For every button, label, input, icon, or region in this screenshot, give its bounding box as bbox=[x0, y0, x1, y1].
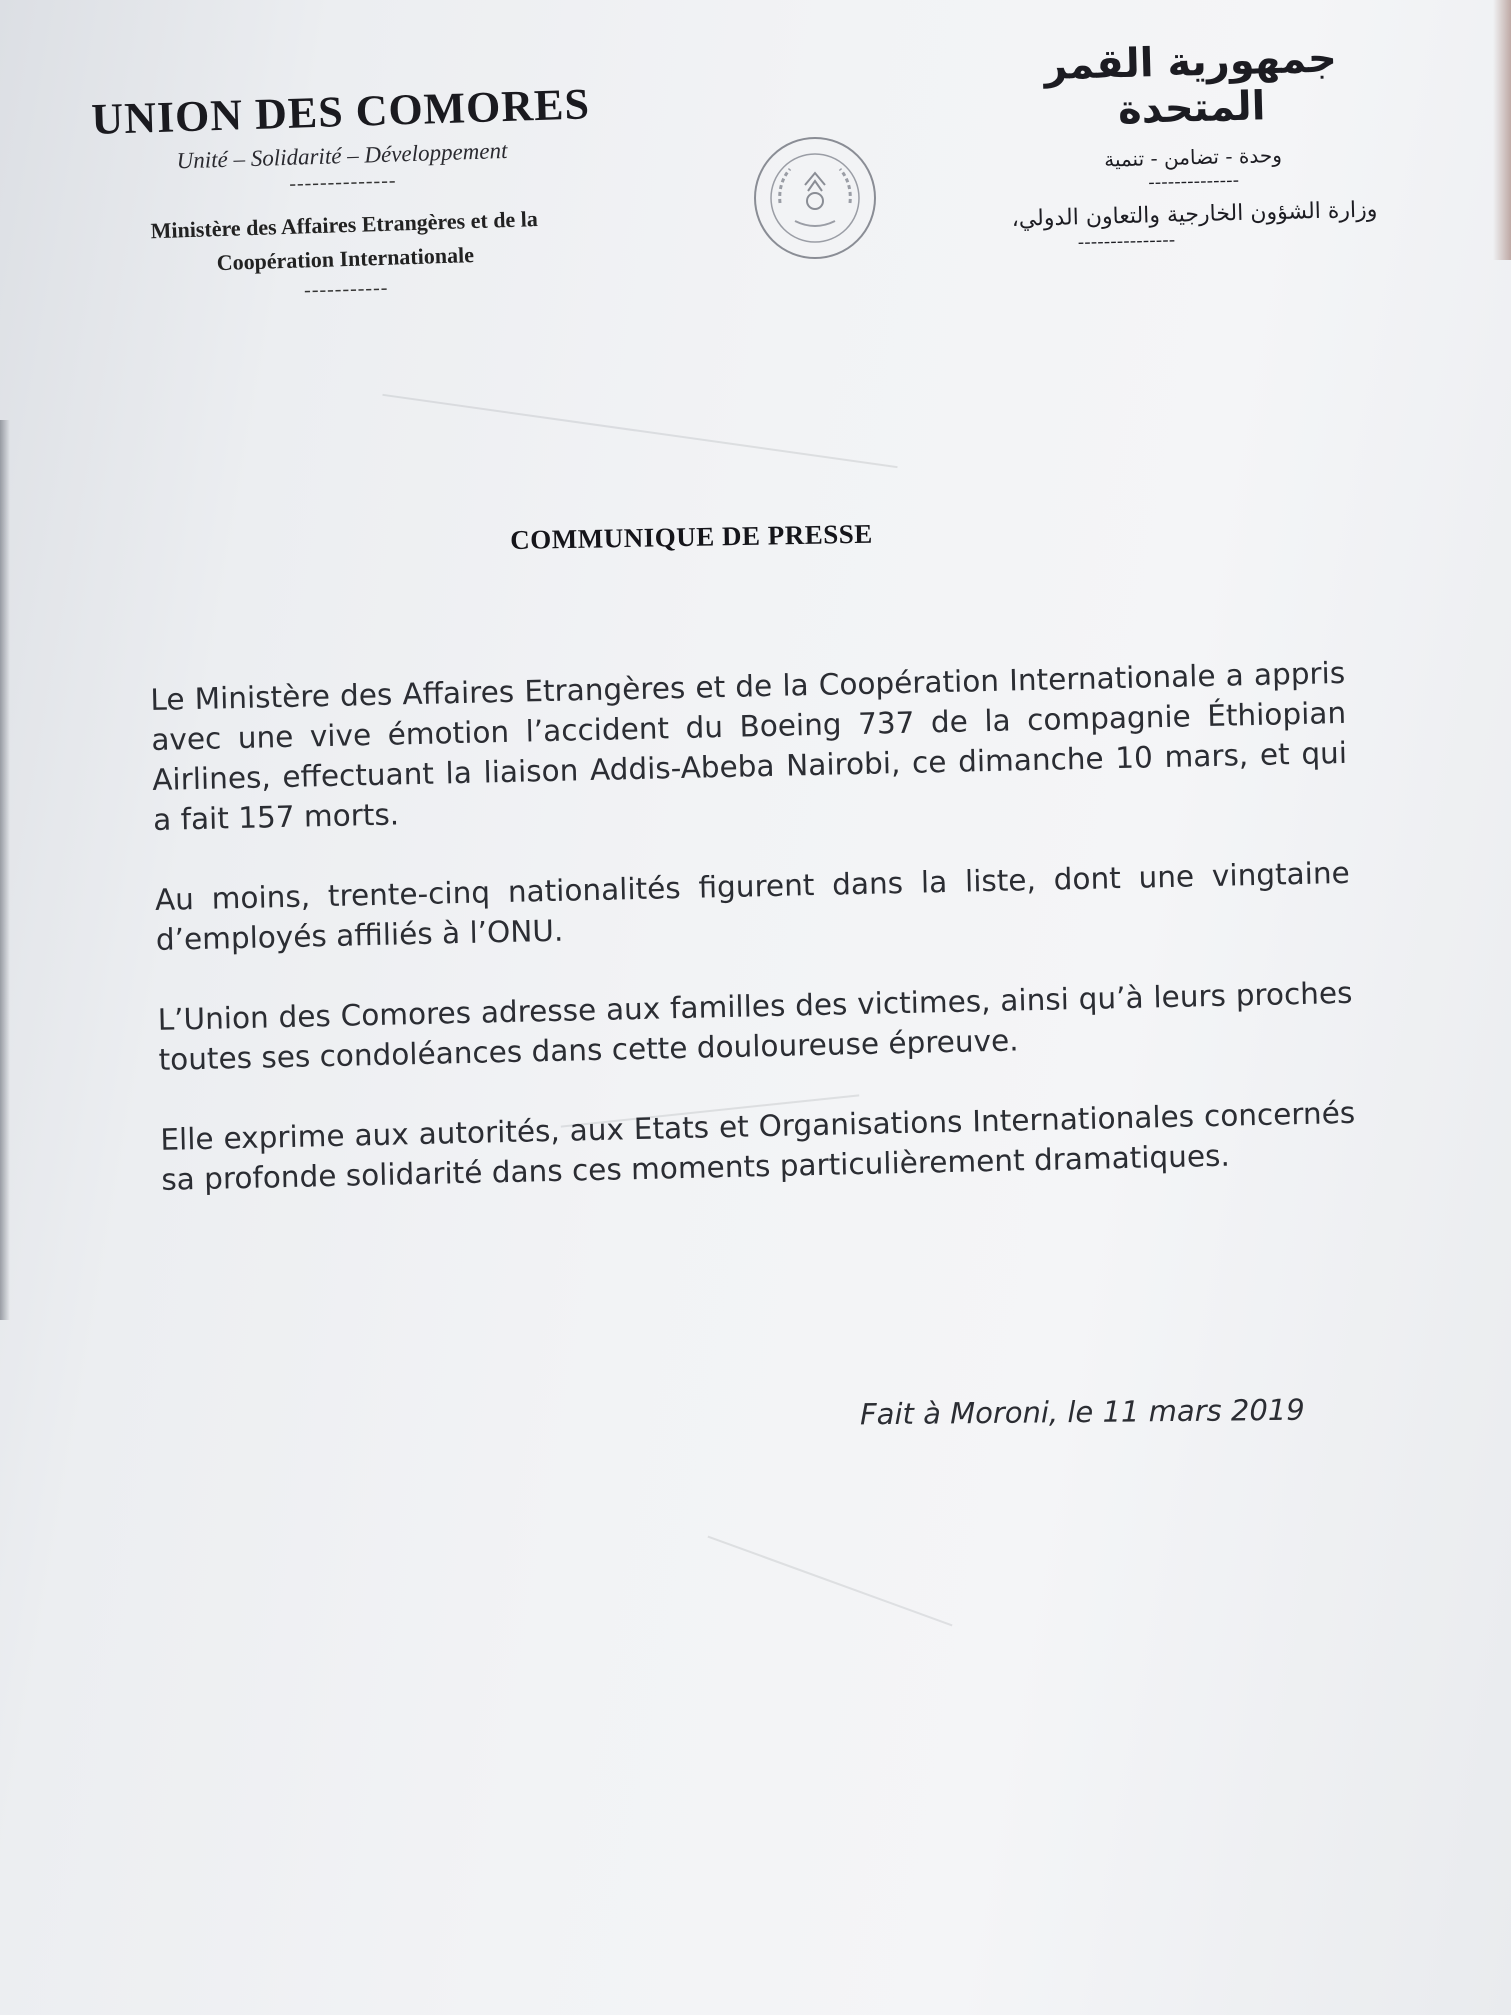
paper-crease bbox=[707, 1536, 952, 1627]
paragraph: Au moins, trente-cinq nationalités figurent dans la liste, dont une vingtaine d’employés affiliés à l’ONU. bbox=[154, 855, 1351, 957]
separator-dashes: -------------- bbox=[1147, 170, 1240, 194]
place-date-signature: Fait à Moroni, le 11 mars 2019 bbox=[859, 1392, 1305, 1432]
country-name-fr: UNION DES COMORES bbox=[90, 79, 591, 145]
motto-ar: وحدة - تضامن - تنمية bbox=[1103, 142, 1283, 172]
ministry-line-1: Ministère des Affaires Etrangères et de la bbox=[150, 206, 539, 244]
document-heading: COMMUNIQUE DE PRESSE bbox=[510, 518, 873, 555]
separator-dashes: -------------- bbox=[288, 169, 397, 195]
separator-dashes: --------------- bbox=[1077, 229, 1176, 254]
motto-fr: Unité – Solidarité – Développement bbox=[176, 137, 508, 174]
paper-crease bbox=[382, 394, 897, 468]
ministry-name-ar: وزارة الشؤون الخارجية والتعاون الدولي، bbox=[1011, 197, 1378, 232]
paragraph: Le Ministère des Affaires Etrangères et de la Coopération Internationale a appris avec une vive émotion l’accident du Boeing 737 de la compagnie Éthiopian Airlines, effectuant la liaison Addis-Abeba Nairobi, ce dimanche 10 mars, et qui a fait 157 morts. bbox=[150, 655, 1348, 837]
document-body bbox=[150, 653, 1357, 1240]
paper-edge-shadow-left bbox=[0, 420, 10, 1320]
separator-dashes: ----------- bbox=[303, 276, 389, 302]
coat-of-arms-seal-icon bbox=[750, 133, 880, 263]
letterhead-right-arabic bbox=[970, 33, 1415, 255]
paper-edge-shadow-right bbox=[1493, 0, 1511, 260]
letterhead-left bbox=[60, 77, 626, 309]
paragraph: Elle exprime aux autorités, aux Etats et Organisations Internationales concernés sa profonde solidarité dans ces moments particulièrement dramatiques. bbox=[160, 1095, 1356, 1197]
ministry-line-2: Coopération Internationale bbox=[216, 242, 475, 276]
country-name-ar: جمهورية القمر المتحدة bbox=[1043, 35, 1338, 134]
paragraph: L’Union des Comores adresse aux familles des victimes, ainsi qu’à leurs proches toutes ses condoléances dans cette douloureuse épreuve. bbox=[157, 975, 1353, 1077]
